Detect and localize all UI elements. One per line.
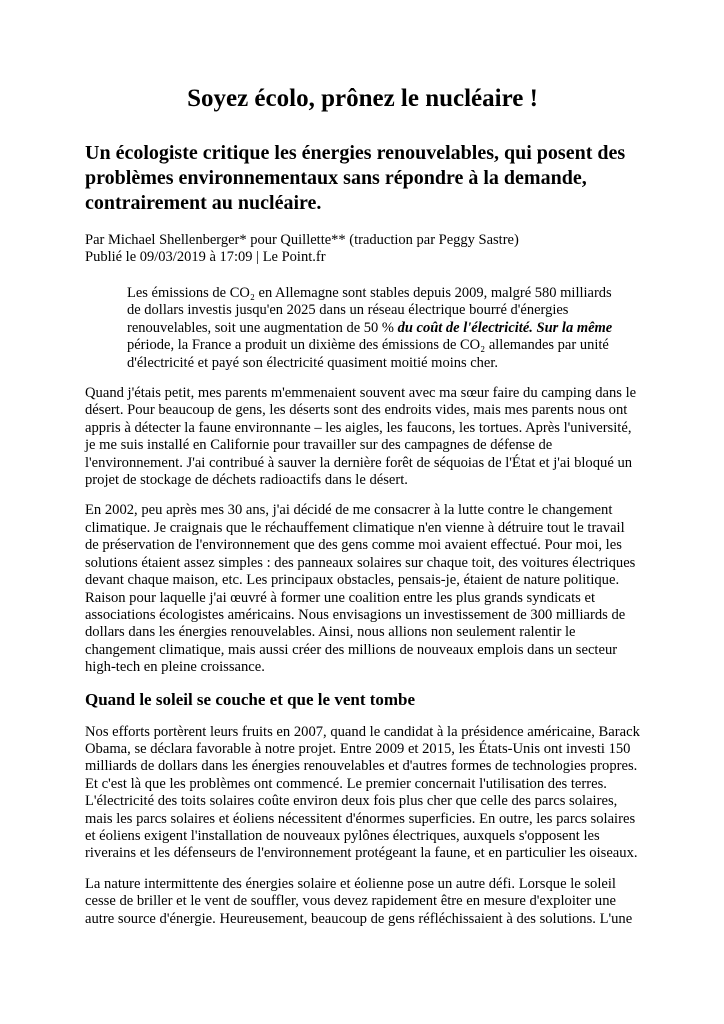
lead-quote-text-end: période, la France a produit un dixième des émissions de CO₂ allemandes par unité d'électricité et payé son électricité quasiment moitié moins cher. [127, 337, 609, 371]
publish-date: Publié le 09/03/2019 à 17:09 | Le Point.fr [85, 248, 326, 265]
lead-quote [127, 285, 620, 372]
article-meta [85, 232, 640, 265]
article-title: Soyez écolo, prônez le nucléaire ! [187, 85, 538, 112]
paragraph-intermittence: La nature intermittente des énergies solaire et éolienne pose un autre défi. Lorsque le soleil cesse de briller et le vent de souffler, vous devez rapidement être en mesure d'exploiter une autre source d'énergie. Heureusement, beaucoup de gens réfléchissaient à des solutions. L'une [85, 875, 633, 927]
byline: Par Michael Shellenberger* pour Quillette** (traduction par Peggy Sastre) [85, 232, 519, 248]
paragraph-childhood: Quand j'étais petit, mes parents m'emmenaient souvent avec ma sœur faire du camping dans le désert. Pour beaucoup de gens, les déserts sont des endroits vides, mais mes parents nous ont appris à détecter la faune environnante – les aigles, les faucons, les tortues. Après l'université, je me suis installé en Californie pour travailler sur des campagnes de défense de l'environnement. J'ai contribué à sauver la dernière forêt de séquoias de l'État et j'ai bloqué un projet de stockage de déchets radioactifs dans le désert. [85, 385, 637, 489]
lead-quote-text: Les émissions de CO₂ en Allemagne sont stables depuis 2009, malgré 580 milliards de dollars investis jusqu'en 2025 dans un réseau électrique bourré d'énergies renouvelables, soit une augmentation de 50 % [127, 285, 612, 336]
lead-quote-italic-text: du coût de l'électricité. Sur la même [397, 319, 613, 336]
section-heading: Quand le soleil se couche et que le vent tombe [85, 689, 416, 709]
article-subtitle: Un écologiste critique les énergies renouvelables, qui posent des problèmes environnementaux sans répondre à la demande, contrairement au nucléaire. [85, 142, 626, 214]
paragraph-obama-investments: Nos efforts portèrent leurs fruits en 2007, quand le candidat à la présidence américaine, Barack Obama, se déclara favorable à notre projet. Entre 2009 et 2015, les États-Unis ont investi 150 milliards de dollars dans les énergies renouvelables et d'autres formes de technologies propres. Et c'est là que les problèmes ont commencé. Le premier concernait l'utilisation des terres. L'électricité des toits solaires coûte environ deux fois plus cher que celle des parcs solaires, mais les parcs solaires et éoliens nécessitent d'énormes superficies. En outre, les parcs solaires et éoliens exigent l'installation de nouveaux pylônes électriques, auxquels s'opposent les riverains et les défenseurs de l'environnement protégeant la faune, et en particulier les oiseaux. [85, 723, 640, 862]
paragraph-2002-coalition: En 2002, peu après mes 30 ans, j'ai décidé de me consacrer à la lutte contre le changement climatique. Je craignais que le réchauffement climatique n'en vienne à détruire tout le travail de préservation de l'environnement que des gens comme moi avaient effectué. Pour moi, les solutions étaient assez simples : des panneaux solaires sur chaque toit, des voitures électriques devant chaque maison, etc. Les principaux obstacles, pensais-je, étaient de nature politique. Raison pour laquelle j'ai œuvré à former une coalition entre les plus grands syndicats et associations écologistes américains. Nous envisagions un investissement de 300 milliards de dollars dans les énergies renouvelables. Ainsi, nous allions non seulement ralentir le changement climatique, mais aussi créer des millions de nouveaux emplois dans un secteur high-tech en pleine croissance. [85, 502, 636, 676]
